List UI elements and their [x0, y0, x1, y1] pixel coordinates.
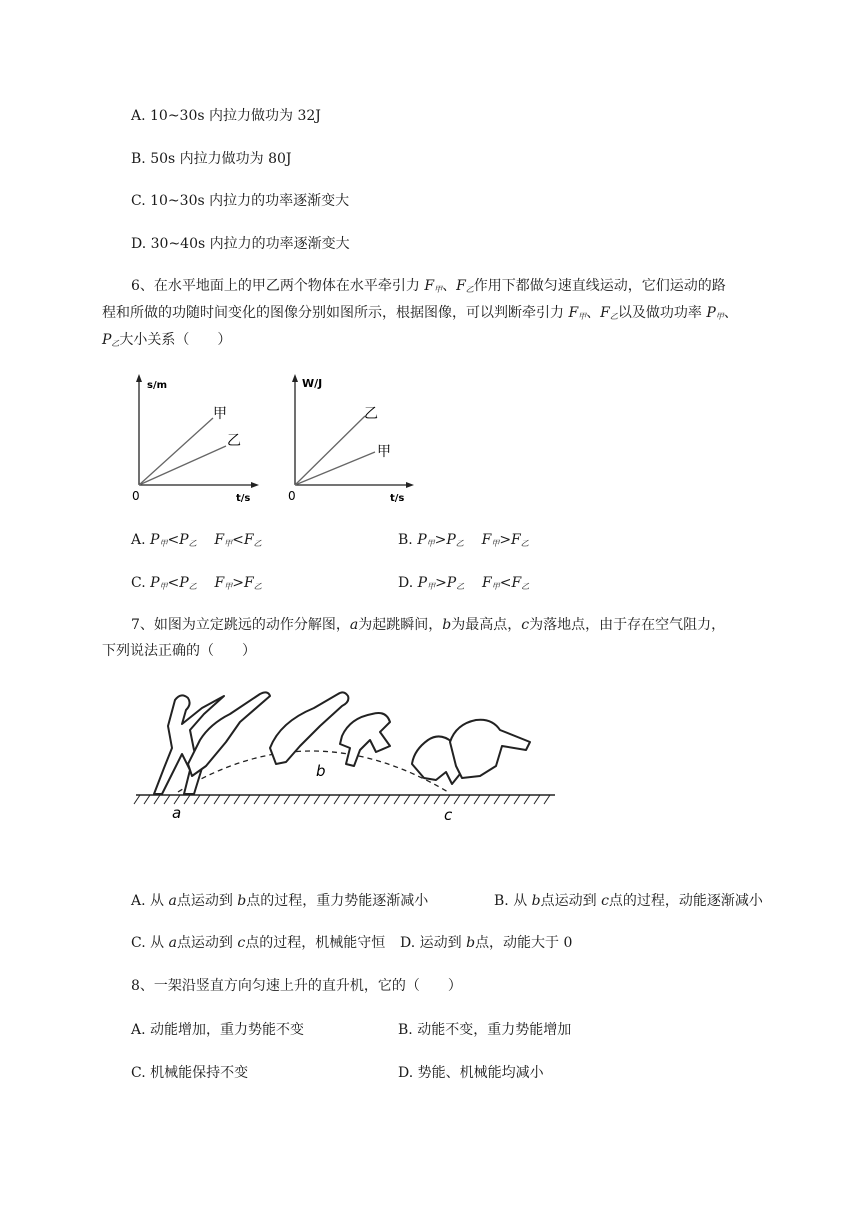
q6-graph-distance-time	[118, 368, 268, 508]
q6-option-c: C. $P_甲<P_乙$ $F_甲>F_乙$	[131, 575, 262, 591]
graph2-label-upper: 乙	[364, 406, 378, 422]
graph2-line-lower	[295, 452, 375, 485]
graph2-x-arrow	[406, 482, 414, 488]
graph1-xlabel: t/s	[236, 493, 251, 504]
graph2-xlabel: t/s	[390, 493, 405, 504]
trajectory-dashed	[178, 751, 448, 792]
jumper-figure-3	[270, 692, 348, 764]
graph1-line-lower	[139, 446, 226, 485]
q8-option-b: B. 动能不变，重力势能增加	[398, 1022, 572, 1038]
q6-option-d: D. $P_甲>P_乙$ $F_甲<F_乙$	[398, 575, 530, 591]
graph1-x-arrow	[251, 482, 259, 488]
q6-option-b: B. $P_甲>P_乙$ $F_甲>F_乙$	[398, 532, 529, 548]
q6-stem-line1: 6、在水平地面上的甲乙两个物体在水平牵引力 $F_甲$、$F_乙$作用下都做匀速直线运动，它们运动的路	[131, 278, 726, 294]
q7-option-a: A. 从 a点运动到 b点的过程，重力势能逐渐减小	[131, 893, 429, 909]
q5-option-c: C. 10~30s 内拉力的功率逐渐变大	[131, 193, 350, 209]
graph1-ylabel: s/m	[147, 380, 168, 391]
label-b: b	[316, 762, 326, 780]
graph2-y-arrow	[292, 374, 298, 382]
graph2-origin: 0	[288, 489, 296, 503]
q7-option-b: B. 从 b点运动到 c点的过程，动能逐渐减小	[494, 893, 763, 909]
q8-option-c: C. 机械能保持不变	[131, 1065, 249, 1081]
ground-hatching	[134, 795, 550, 804]
q7-option-c: C. 从 a点运动到 c点的过程，机械能守恒	[131, 935, 386, 951]
q8-option-d: D. 势能、机械能均减小	[398, 1065, 544, 1081]
graph1-y-arrow	[136, 374, 142, 382]
graph2-line-upper	[295, 416, 365, 485]
jumper-figure-2	[188, 692, 270, 776]
q5-option-d: D. 30~40s 内拉力的功率逐渐变大	[131, 236, 350, 252]
graph2-ylabel: W/J	[302, 377, 323, 390]
graph1-label-lower: 乙	[227, 433, 241, 449]
q7-stem-line2: 下列说法正确的（ ）	[102, 643, 256, 659]
jumper-figure-4	[340, 713, 390, 766]
graph1-label-upper: 甲	[213, 406, 227, 422]
q6-graph-work-time	[280, 368, 430, 508]
q5-option-a: A. 10~30s 内拉力做功为 32J	[131, 108, 321, 124]
jumper-figure-6	[450, 720, 530, 778]
q6-stem-line2: 程和所做的功随时间变化的图像分别如图所示，根据图像，可以判断牵引力 $F_甲$、$F_乙$以及做功功率 $P_甲$、	[102, 305, 738, 321]
graph1-line-upper	[139, 418, 213, 485]
graph1-origin: 0	[132, 489, 140, 503]
q8-stem: 8、一架沿竖直方向匀速上升的直升机，它的（ ）	[131, 978, 462, 994]
q6-stem-line3: $P_乙$大小关系（ ）	[102, 332, 232, 348]
label-a: a	[172, 804, 182, 822]
q7-stem-line1: 7、如图为立定跳远的动作分解图，a为起跳瞬间，b为最高点，c为落地点，由于存在空气阻力，	[131, 617, 726, 633]
q8-option-a: A. 动能增加，重力势能不变	[131, 1022, 305, 1038]
graph2-label-lower: 甲	[377, 444, 391, 460]
label-c: c	[444, 806, 453, 824]
q7-option-d: D. 运动到 b点，动能大于 0	[400, 935, 573, 951]
q5-option-b: B. 50s 内拉力做功为 80J	[131, 151, 292, 167]
q6-option-a: A. $P_甲<P_乙$ $F_甲<F_乙$	[131, 532, 262, 548]
q7-long-jump-figure	[130, 680, 560, 830]
